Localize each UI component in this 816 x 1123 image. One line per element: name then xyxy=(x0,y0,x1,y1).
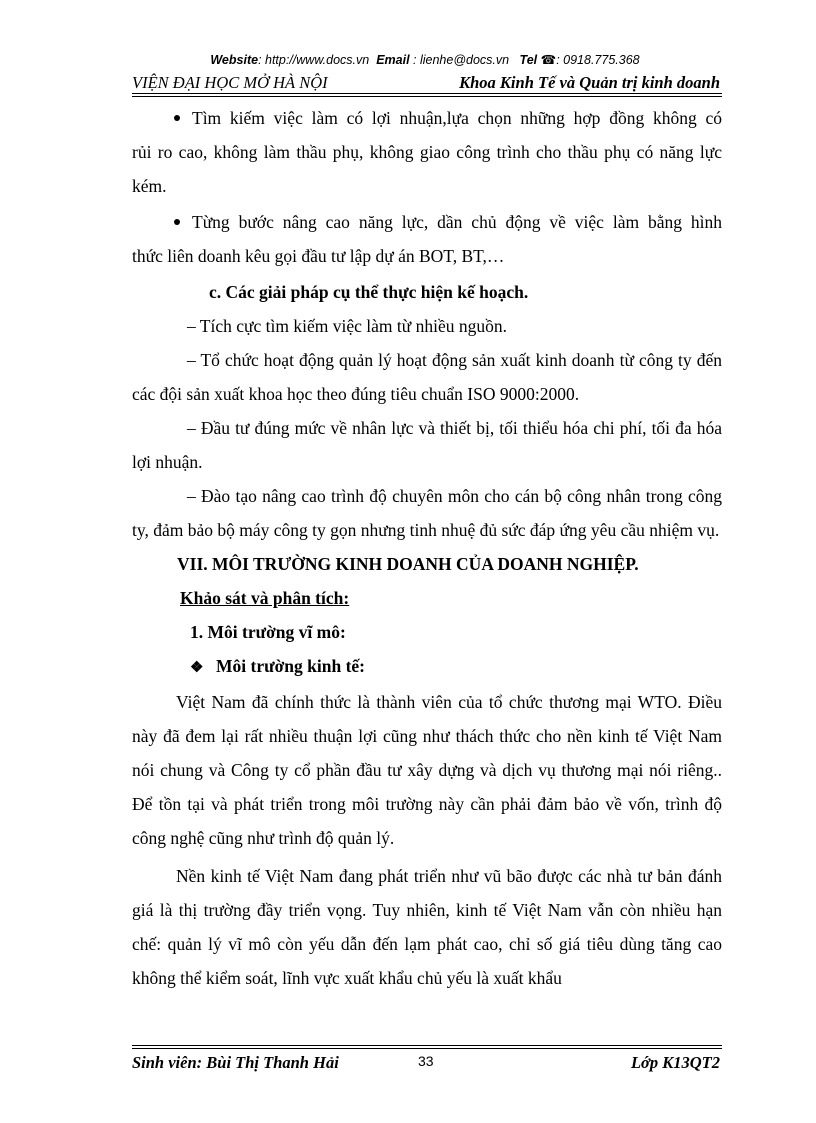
paragraph-1: Việt Nam đã chính thức là thành viên của tổ chức thương mại WTO. Điều này đã đem lại rất nhiều thuận lợi cũng như thách thức cho nền kinh tế Việt Nam nói chung và Công ty cổ phần đầu tư xây dựng và dịch vụ thương mại nói riêng.. Để tồn tại và phát triển trong môi trường này cần phải đảm bảo về vốn, trình độ công nghệ cũng như trình độ quản lý. xyxy=(132,692,722,848)
website-label: Website xyxy=(210,53,259,67)
phone-icon: ☎ xyxy=(540,53,557,67)
bullet-2-continuation: thức liên doanh kêu gọi đầu tư lập dự án BOT, BT,… xyxy=(132,246,505,266)
student-name: Sinh viên: Bùi Thị Thanh Hải xyxy=(132,1053,339,1072)
economic-environment-heading: ❖ Môi trường kinh tế: xyxy=(132,649,722,685)
section-vii-title: VII. MÔI TRƯỜNG KINH DOANH CỦA DOANH NGHIỆP. xyxy=(177,554,639,574)
header-rule-thin xyxy=(132,96,722,97)
page-content xyxy=(132,101,722,995)
faculty-header: Khoa Kinh Tế và Quản trị kinh doanh xyxy=(459,73,720,92)
header-rule xyxy=(132,93,722,94)
macro-environment-heading: 1. Môi trường vĩ mô: xyxy=(190,622,346,642)
diamond-bullet-icon: ❖ xyxy=(190,660,204,676)
dash-item-3: – Đầu tư đúng mức về nhân lực và thiết bị, tối thiểu hóa chi phí, tối đa hóa lợi nhuận. xyxy=(132,418,722,472)
survey-heading: Khảo sát và phân tích: xyxy=(180,588,350,608)
website-value: : http://www.docs.vn xyxy=(258,53,370,67)
bullet-2: Từng bước nâng cao năng lực, dần chủ động về việc làm bằng hình xyxy=(132,205,722,239)
tel-label: Tel xyxy=(519,53,538,67)
page-number: 33 xyxy=(418,1053,434,1069)
email-value: : lienhe@docs.vn xyxy=(413,53,510,67)
footer-rule-thin xyxy=(132,1048,722,1049)
dash-item-1: – Tích cực tìm kiếm việc làm từ nhiều nguồn. xyxy=(187,316,507,336)
bullet-dot-icon xyxy=(174,115,180,121)
bullet-1-continuation: rủi ro cao, không làm thầu phụ, không giao công trình cho thầu phụ có năng lực kém. xyxy=(132,142,722,196)
dash-item-4: – Đào tạo nâng cao trình độ chuyên môn cho cán bộ công nhân trong công ty, đảm bảo bộ máy công ty gọn nhưng tinh nhuệ đủ sức đáp ứng yêu cầu nhiệm vụ. xyxy=(132,486,722,540)
paragraph-2: Nền kinh tế Việt Nam đang phát triển như vũ bão được các nhà tư bản đánh giá là thị trường đầy triển vọng. Tuy nhiên, kinh tế Việt Nam vẫn còn nhiều hạn chế: quản lý vĩ mô còn yếu dẫn đến lạm phát cao, chỉ số giá tiêu dùng tăng cao không thể kiểm soát, lĩnh vực xuất khẩu chủ yếu là xuất khẩu xyxy=(132,866,722,988)
website-line xyxy=(190,52,660,67)
subheading-c: c. Các giải pháp cụ thể thực hiện kế hoạch. xyxy=(209,282,529,302)
class-label: Lớp K13QT2 xyxy=(630,1053,720,1072)
email-label: Email xyxy=(376,53,410,67)
bullet-1: Tìm kiếm việc làm có lợi nhuận,lựa chọn những hợp đồng không có xyxy=(132,101,722,135)
tel-value: : 0918.775.368 xyxy=(556,53,640,67)
institution-header: VIỆN ĐẠI HỌC MỞ HÀ NỘI xyxy=(132,73,328,92)
footer-rule xyxy=(132,1045,722,1046)
dash-item-2: – Tổ chức hoạt động quản lý hoạt động sản xuất kinh doanh từ công ty đến các đội sản xuất khoa học theo đúng tiêu chuẩn ISO 9000:2000. xyxy=(132,350,722,404)
bullet-dot-icon xyxy=(174,219,180,225)
